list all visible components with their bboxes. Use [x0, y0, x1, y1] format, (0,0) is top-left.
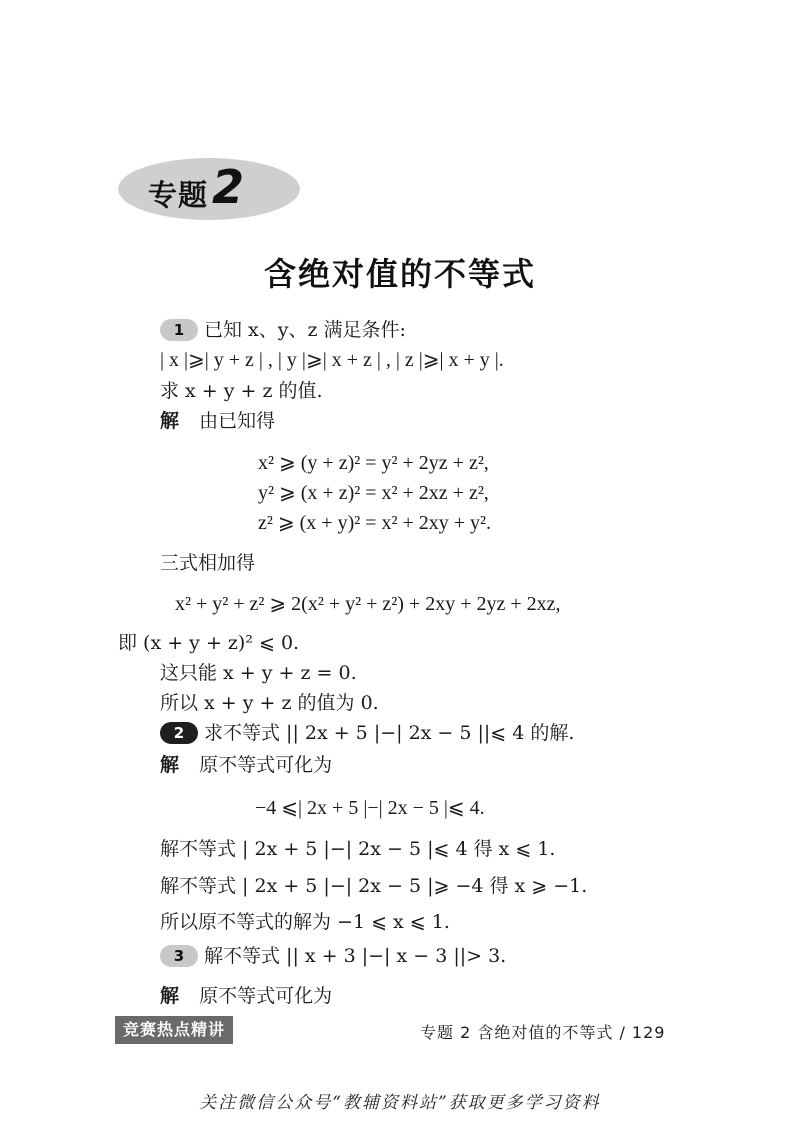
- problem-2-step-2: 解不等式 | 2x + 5 |−| 2x − 5 |⩾ −4 得 x ⩾ −1.: [160, 875, 588, 897]
- topic-badge-label: 专题: [148, 178, 209, 212]
- section-tag: 竞赛热点精讲: [115, 1016, 233, 1044]
- equation-3: z² ⩾ (x + y)² = x² + 2xy + y².: [258, 512, 492, 534]
- problem-2-number: 2: [160, 722, 198, 744]
- solution-intro: 原不等式可化为: [199, 985, 333, 1007]
- solution-intro: 由已知得: [199, 410, 276, 432]
- problem-1-conditions: | x |⩾| y + z | , | y |⩾| x + z | , | z |⩾| x + y |.: [160, 349, 504, 371]
- sum-intro: 三式相加得: [160, 552, 256, 574]
- problem-2-statement: 求不等式 || 2x + 5 |−| 2x − 5 ||⩽ 4 的解.: [204, 722, 575, 744]
- problem-3-solution: [160, 984, 332, 1008]
- page-title: 含绝对值的不等式: [263, 255, 536, 293]
- problem-1-solution: [160, 409, 275, 433]
- solution-intro: 原不等式可化为: [199, 754, 333, 776]
- running-title: 专题 2 含绝对值的不等式 / 129: [420, 1023, 666, 1042]
- problem-1-question: 求 x + y + z 的值.: [160, 380, 323, 402]
- topic-badge: [118, 158, 300, 220]
- result-line-3: 所以 x + y + z 的值为 0.: [160, 692, 379, 714]
- problem-1-statement: 已知 x、y、z 满足条件:: [204, 319, 406, 341]
- sum-equation: x² + y² + z² ⩾ 2(x² + y² + z²) + 2xy + 2yz + 2xz,: [175, 593, 561, 615]
- problem-2-solution: [160, 753, 332, 777]
- problem-1-number: 1: [160, 319, 198, 341]
- equation-1: x² ⩾ (y + z)² = y² + 2yz + z²,: [258, 452, 489, 474]
- solution-label: 解: [160, 985, 180, 1007]
- solution-label: 解: [160, 410, 180, 432]
- problem-2-equation: −4 ⩽| 2x + 5 |−| 2x − 5 |⩽ 4.: [255, 797, 485, 819]
- problem-2-conclusion: 所以原不等式的解为 −1 ⩽ x ⩽ 1.: [160, 911, 450, 933]
- result-line-2: 这只能 x + y + z = 0.: [160, 662, 357, 684]
- result-line-1: 即 (x + y + z)² ⩽ 0.: [118, 632, 300, 654]
- watermark-text: 关注微信公众号“教辅资料站”获取更多学习资料: [199, 1093, 601, 1113]
- topic-badge-number: 2: [212, 160, 245, 214]
- solution-label: 解: [160, 754, 180, 776]
- problem-2-step-1: 解不等式 | 2x + 5 |−| 2x − 5 |⩽ 4 得 x ⩽ 1.: [160, 838, 556, 860]
- problem-3-statement: 解不等式 || x + 3 |−| x − 3 ||> 3.: [204, 945, 507, 967]
- problem-3-number: 3: [160, 945, 198, 967]
- equation-2: y² ⩾ (x + z)² = x² + 2xz + z²,: [258, 482, 489, 504]
